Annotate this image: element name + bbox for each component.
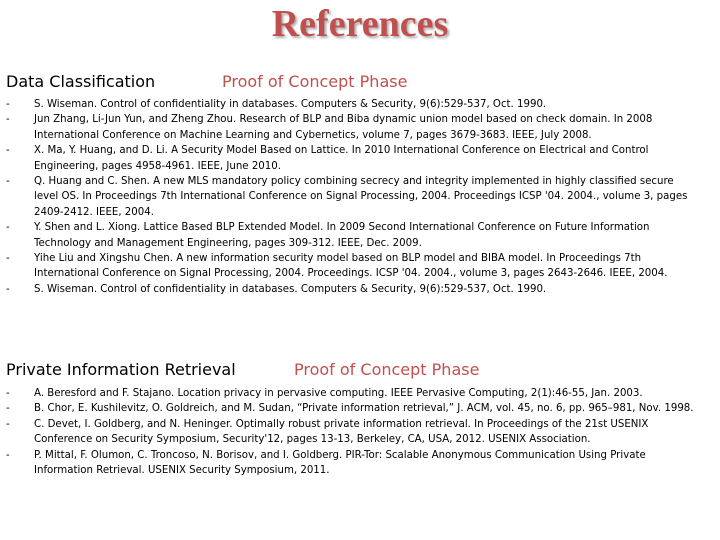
bullet-dash: -	[6, 176, 10, 188]
bullet-dash: -	[6, 449, 10, 461]
reference-text: A. Beresford and F. Stajano. Location privacy in pervasive computing. IEEE Pervasive Computing, 2(1):46-55, Jan. 2003.	[34, 388, 643, 399]
reference-item	[6, 417, 696, 448]
bullet-dash: -	[6, 114, 10, 126]
bullet-dash: -	[6, 403, 10, 415]
reference-text: Jun Zhang, Li-Jun Yun, and Zheng Zhou. Research of BLP and Biba dynamic union model based on check domain. In 2008 International Conference on Machine Learning and Cybernetics, volume 7, pages 3679-3683. IEEE, July 2008.	[34, 114, 653, 141]
reference-item	[6, 282, 696, 297]
reference-text: Y. Shen and L. Xiong. Lattice Based BLP Extended Model. In 2009 Second International Conference on Future Information Technology and Management Engineering, pages 309-312. IEEE, Dec. 2009.	[34, 222, 650, 249]
section-heading-data-classification	[6, 72, 716, 94]
reference-item	[6, 143, 696, 174]
reference-text: Q. Huang and C. Shen. A new MLS mandatory policy combining secrecy and integrity implemented in highly classified secure level OS. In Proceedings 7th International Conference on Signal Processing, 2004. Proceedings ICSP '04. 2004., volume 3, pages 2409-2412. IEEE, 2004.	[34, 176, 688, 218]
page-title: References	[271, 3, 449, 45]
reference-item	[6, 448, 696, 479]
reference-item	[6, 401, 696, 416]
section-phase: Proof of Concept Phase	[222, 72, 408, 91]
section-name: Data Classification	[6, 72, 156, 91]
bullet-dash: -	[6, 99, 10, 110]
reference-text: C. Devet, I. Goldberg, and N. Heninger. Optimally robust private information retrieval. In Proceedings of the 21st USENIX Conference on Security Symposium, Security'12, pages 13-13, Berkeley, CA, USA, 2012. USENIX Association.	[34, 418, 649, 446]
reference-text: B. Chor, E. Kushilevitz, O. Goldreich, and M. Sudan, “Private information retrieval,” J. ACM, vol. 45, no. 6, pp. 965–981, Nov. 1998.	[34, 403, 694, 415]
reference-list-data-classification	[6, 97, 696, 297]
bullet-dash: -	[6, 222, 10, 234]
reference-text: S. Wiseman. Control of confidentiality in databases. Computers & Security, 9(6):529-537, Oct. 1990.	[34, 99, 547, 110]
reference-text: Yihe Liu and Xingshu Chen. A new information security model based on BLP model and BIBA model. In Proceedings 7th International Conference on Signal Processing, 2004. Proceedings. ICSP '04. 2004., volume 3, pages 2643-2646. IEEE, 2004.	[34, 253, 668, 280]
bullet-dash: -	[6, 283, 10, 295]
reference-item	[6, 251, 696, 282]
reference-list-private-information-retrieval	[6, 386, 696, 478]
bullet-dash: -	[6, 388, 10, 399]
bullet-dash: -	[6, 253, 10, 265]
reference-item	[6, 97, 696, 112]
reference-item	[6, 174, 696, 220]
reference-item	[6, 220, 696, 251]
reference-item	[6, 386, 696, 401]
section-phase: Proof of Concept Phase	[294, 360, 480, 379]
bullet-dash: -	[6, 145, 10, 157]
reference-text: S. Wiseman. Control of confidentiality in databases. Computers & Security, 9(6):529-537, Oct. 1990.	[34, 283, 547, 295]
reference-text: X. Ma, Y. Huang, and D. Li. A Security Model Based on Lattice. In 2010 International Conference on Electrical and Control Engineering, pages 4958-4961. IEEE, June 2010.	[34, 145, 649, 172]
section-name: Private Information Retrieval	[6, 360, 236, 379]
section-heading-private-information-retrieval	[6, 360, 716, 382]
reference-item	[6, 112, 696, 143]
bullet-dash: -	[6, 418, 10, 430]
reference-text: P. Mittal, F. Olumon, C. Troncoso, N. Borisov, and I. Goldberg. PIR-Tor: Scalable Anonymous Communication Using Private Information Retrieval. USENIX Security Symposium, 2011.	[34, 449, 646, 477]
